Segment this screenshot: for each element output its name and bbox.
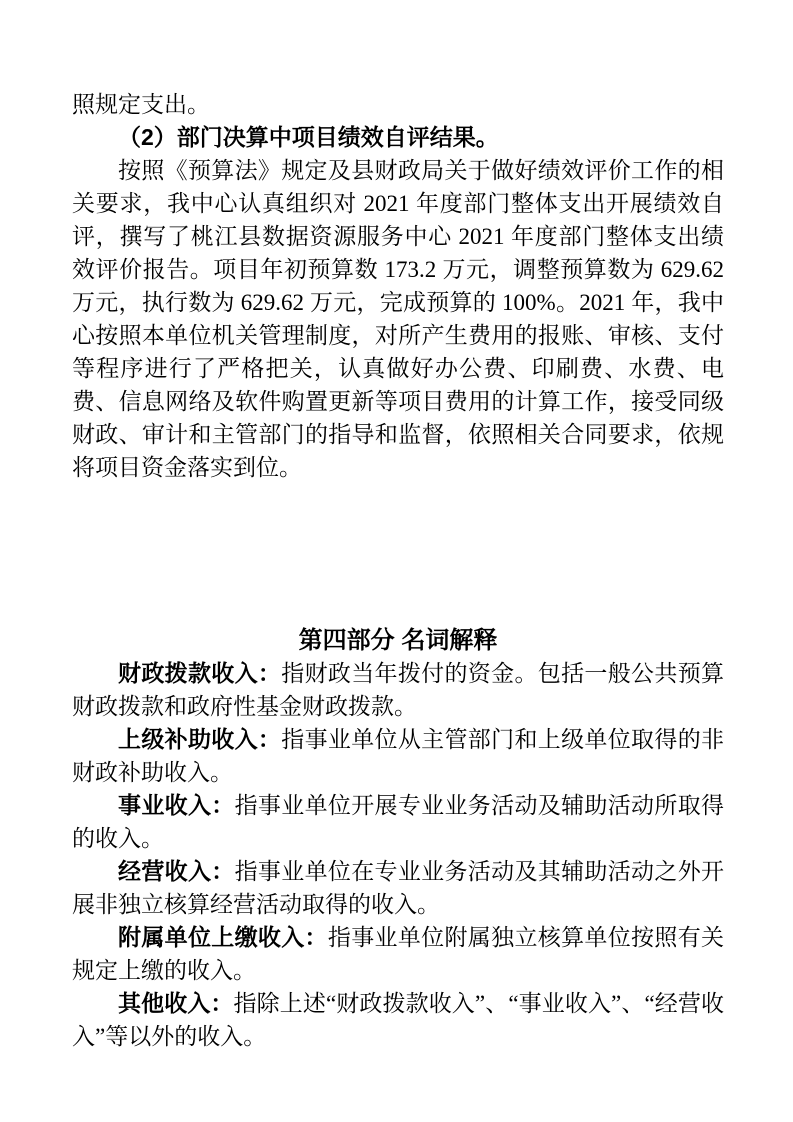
definition-term-superior-subsidy: 上级补助收入： bbox=[118, 726, 282, 752]
definition-text-other: 指除上述“财政拨款收入”、“事业收入”、“经营收入”等以外的收入。 bbox=[72, 991, 724, 1049]
continuation-paragraph: 照规定支出。 bbox=[72, 92, 210, 117]
definition-term-fiscal-appropriation: 财政拨款收入： bbox=[118, 660, 282, 686]
definition-text-affiliated-unit: 指事业单位附属独立核算单位按照有关规定上缴的收入。 bbox=[72, 925, 725, 983]
definition-operational-income bbox=[72, 789, 724, 855]
definition-other-income bbox=[72, 987, 724, 1053]
definition-term-affiliated-unit: 附属单位上缴收入： bbox=[118, 924, 328, 950]
definition-term-business: 经营收入： bbox=[118, 858, 235, 884]
definition-term-operational: 事业收入： bbox=[118, 792, 235, 818]
definition-text-superior-subsidy: 指事业单位从主管部门和上级单位取得的非财政补助收入。 bbox=[72, 727, 725, 785]
definition-superior-subsidy-income bbox=[72, 723, 724, 789]
part4-title: 第四部分 名词解释 bbox=[298, 627, 498, 654]
section2-paragraph: 按照《预算法》规定及县财政局关于做好绩效评价工作的相关要求，我中心认真组织对 2021 年度部门整体支出开展绩效自评，撰写了桃江县数据资源服务中心 2021 年度部门整体支出绩效评价报告。项目年初预算数 173.2 万元，调整预算数为 629.62 万元，执行数为 629.62 万元，完成预算的 100%。2021 年，我中心按照本单位机关管理制度，对所产生费用的报账、审核、支付等程序进行了严格把关，认真做好办公费、印刷费、水费、电费、信息网络及软件购置更新等项目费用的计算工作，接受同级财政、审计和主管部门的指导和监督，依照相关合同要求，依规将项目资金落实到位。 bbox=[72, 158, 724, 480]
definition-text-business: 指事业单位在专业业务活动及其辅助活动之外开展非独立核算经营活动取得的收入。 bbox=[72, 859, 725, 917]
definition-text-fiscal-appropriation: 指财政当年拨付的资金。包括一般公共预算财政拨款和政府性基金财政拨款。 bbox=[72, 661, 725, 719]
definition-business-income bbox=[72, 855, 724, 921]
definition-affiliated-unit-income bbox=[72, 921, 724, 987]
section2-heading: （2）部门决算中项目绩效自评结果。 bbox=[118, 124, 499, 150]
definition-text-operational: 指事业单位开展专业业务活动及辅助活动所取得的收入。 bbox=[72, 793, 725, 851]
definition-term-other: 其他收入： bbox=[118, 990, 234, 1016]
definition-fiscal-appropriation-income bbox=[72, 657, 724, 723]
